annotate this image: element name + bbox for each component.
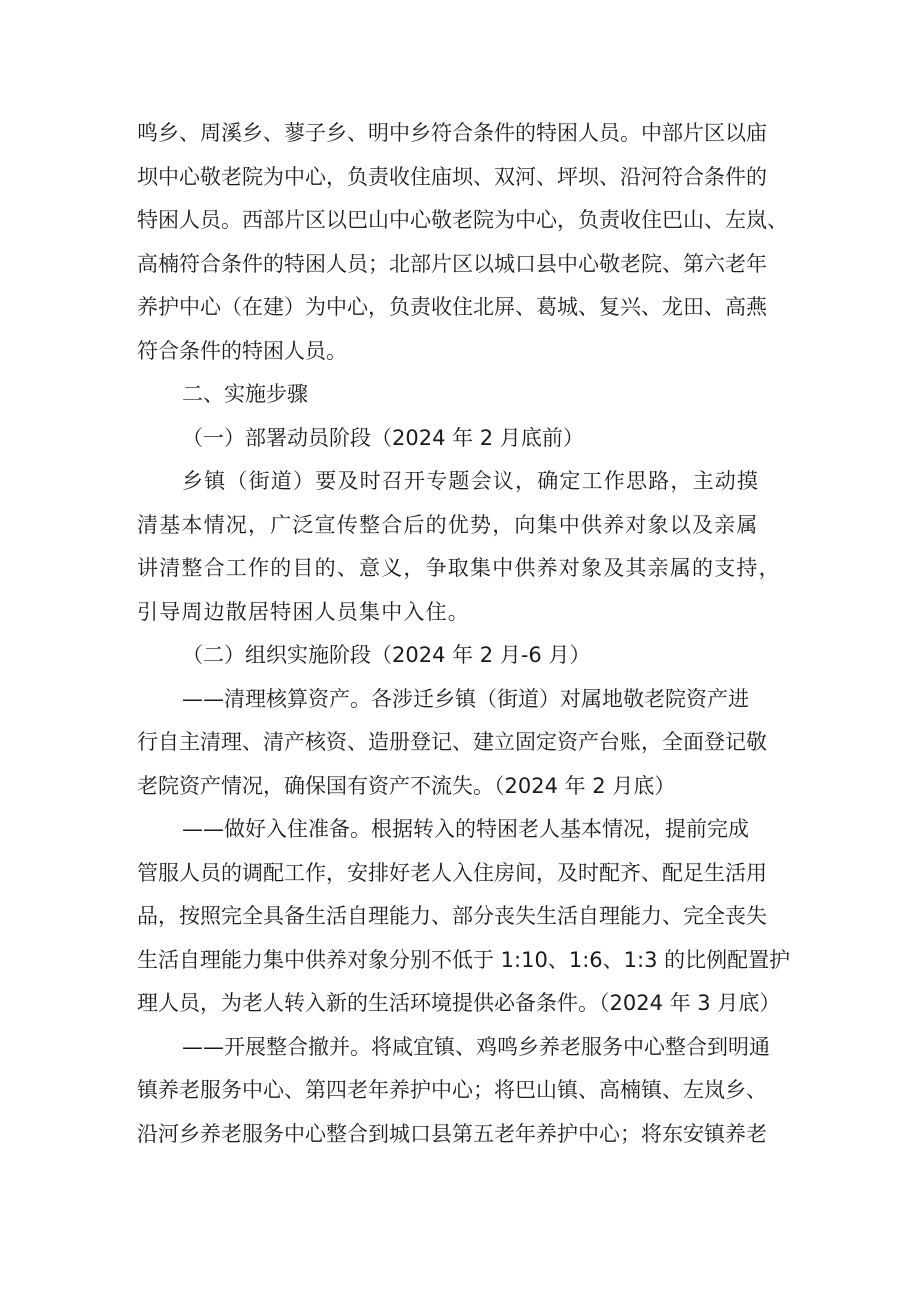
- document-body: [137, 112, 792, 1156]
- paragraph-line: 符合条件的特困人员。: [137, 338, 347, 363]
- paragraph-line: 生活自理能力集中供养对象分别不低于 1:10、1:6、1:3 的比例配置护: [137, 947, 791, 972]
- paragraph-line: 高楠符合条件的特困人员；北部片区以城口县中心敬老院、第六老年: [137, 251, 767, 276]
- paragraph-line: ——开展整合撤并。将咸宜镇、鸡鸣乡养老服务中心整合到明通: [182, 1034, 770, 1059]
- paragraph-line: 鸣乡、周溪乡、蓼子乡、明中乡符合条件的特困人员。中部片区以庙: [137, 121, 767, 145]
- paragraph-line: 管服人员的调配工作，安排好老人入住房间，及时配齐、配足生活用: [137, 860, 767, 885]
- section-heading: 二、实施步骤: [182, 382, 308, 406]
- paragraph-line: 乡镇（街道）要及时召开专题会议，确定工作思路，主动摸: [182, 469, 760, 493]
- paragraph-line: ——清理核算资产。各涉迁乡镇（街道）对属地敬老院资产进: [182, 686, 749, 711]
- paragraph-line: 行自主清理、清产核资、造册登记、建立固定资产台账，全面登记敬: [137, 730, 767, 754]
- paragraph-line: 镇养老服务中心、第四老年养护中心；将巴山镇、高楠镇、左岚乡、: [137, 1078, 767, 1102]
- paragraph-line: 理人员，为老人转入新的生活环境提供必备条件。（2024 年 3 月底）: [137, 991, 781, 1015]
- paragraph-line: 老院资产情况，确保国有资产不流失。（2024 年 2 月底）: [137, 773, 676, 798]
- paragraph-line: 坝中心敬老院为中心，负责收住庙坝、双河、坪坝、沿河符合条件的: [137, 164, 767, 189]
- paragraph-line: 沿河乡养老服务中心整合到城口县第五老年养护中心；将东安镇养老: [137, 1121, 767, 1146]
- paragraph-line: 讲清整合工作的目的、意义，争取集中供养对象及其亲属的支持，: [137, 556, 781, 580]
- paragraph-line: 引导周边散居特困人员集中入住。: [137, 599, 470, 624]
- paragraph-line: 养护中心（在建）为中心，负责收住北屏、葛城、复兴、龙田、高燕: [137, 295, 767, 319]
- paragraph-line: 品，按照完全具备生活自理能力、部分丧失生活自理能力、完全丧失: [137, 904, 767, 928]
- paragraph-line: 清基本情况，广泛宣传整合后的优势，向集中供养对象以及亲属: [137, 512, 759, 537]
- paragraph-line: 特困人员。西部片区以巴山中心敬老院为中心，负责收住巴山、左岚、: [137, 208, 788, 232]
- subsection-heading: （一）部署动员阶段（2024 年 2 月底前）: [182, 425, 584, 450]
- subsection-heading: （二）组织实施阶段（2024 年 2 月-6 月）: [182, 643, 591, 667]
- paragraph-line: ——做好入住准备。根据转入的特困老人基本情况，提前完成: [182, 817, 749, 841]
